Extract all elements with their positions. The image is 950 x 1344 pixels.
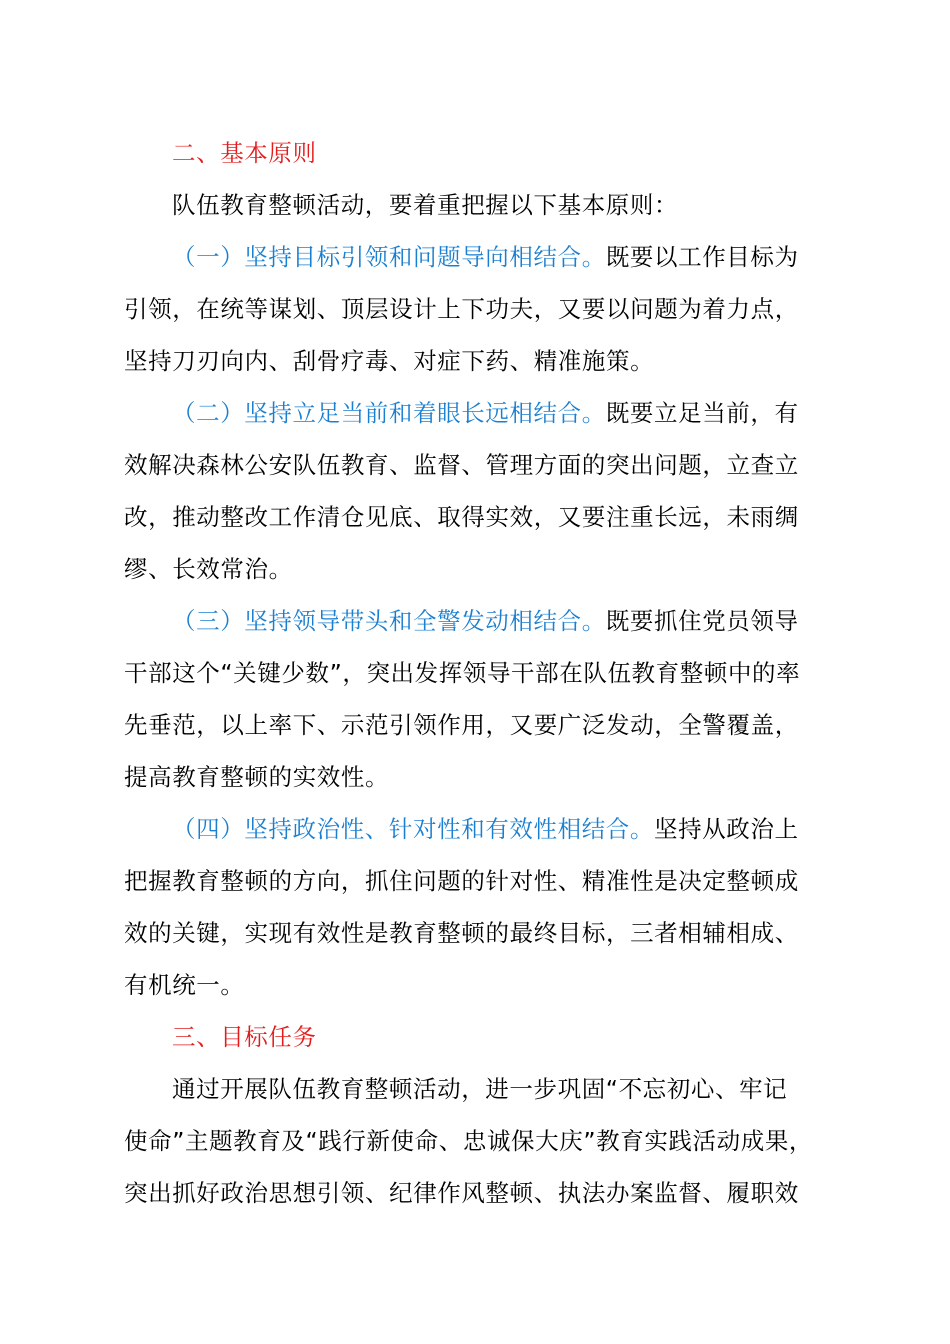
principle-3-line (172, 606, 799, 636)
paragraph-line: 提高教育整顿的实效性。 (124, 763, 390, 791)
paragraph-line: 干部这个“关键少数”，突出发挥领导干部在队伍教育整顿中的率 (124, 659, 801, 687)
principle-4-text: 坚持从政治上 (654, 815, 799, 843)
principle-3-text: 既要抓住党员领导 (605, 607, 799, 635)
principle-2-text: 既要立足当前，有 (605, 399, 799, 427)
paragraph-line: 有机统一。 (124, 971, 245, 999)
principle-4-line (172, 814, 799, 844)
principle-3-title: （三）坚持领导带头和全警发动相结合。 (172, 607, 606, 635)
paragraph-line: 队伍教育整顿活动，要着重把握以下基本原则： (172, 191, 679, 219)
paragraph-line: 把握教育整顿的方向，抓住问题的针对性、精准性是决定整顿成 (124, 867, 799, 895)
paragraph-line: 坚持刀刃向内、刮骨疗毒、对症下药、精准施策。 (124, 347, 655, 375)
principle-1-line (172, 242, 799, 272)
paragraph-line: 改，推动整改工作清仓见底、取得实效，又要注重长远，未雨绸 (124, 503, 799, 531)
section-heading-goals-tasks: 三、目标任务 (172, 1023, 317, 1051)
paragraph-line: 效的关键，实现有效性是教育整顿的最终目标，三者相辅相成、 (124, 919, 799, 947)
paragraph-line: 效解决森林公安队伍教育、监督、管理方面的突出问题，立查立 (124, 451, 799, 479)
principle-1-text: 既要以工作目标为 (605, 243, 799, 271)
paragraph-line: 先垂范，以上率下、示范引领作用，又要广泛发动，全警覆盖， (124, 711, 799, 739)
paragraph-line: 使命”主题教育及“践行新使命、忠诚保大庆”教育实践活动成果， (124, 1127, 814, 1155)
paragraph-line: 通过开展队伍教育整顿活动，进一步巩固“不忘初心、牢记 (172, 1075, 788, 1103)
paragraph-line: 引领，在统等谋划、顶层设计上下功夫，又要以问题为着力点， (124, 295, 799, 323)
principle-2-title: （二）坚持立足当前和着眼长远相结合。 (172, 399, 606, 427)
paragraph-line: 缪、长效常治。 (124, 555, 293, 583)
principle-2-line (172, 398, 799, 428)
principle-4-title: （四）坚持政治性、针对性和有效性相结合。 (172, 815, 654, 843)
paragraph-line: 突出抓好政治思想引领、纪律作风整顿、执法办案监督、履职效 (124, 1179, 799, 1207)
section-heading-basic-principles: 二、基本原则 (172, 139, 317, 167)
principle-1-title: （一）坚持目标引领和问题导向相结合。 (172, 243, 606, 271)
